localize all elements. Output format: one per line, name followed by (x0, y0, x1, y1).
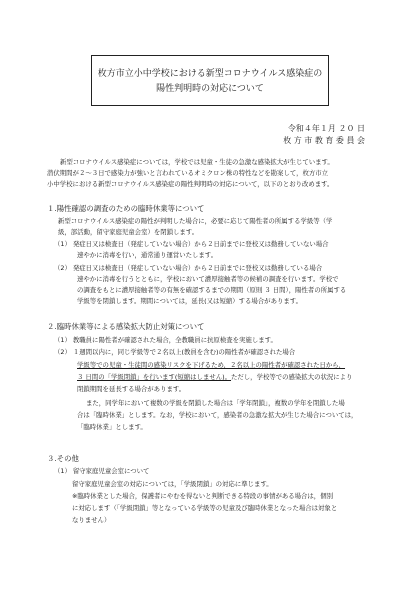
s3-line-3: ※臨時休業とした場合，保護者にやむを得ないと判断できる特段の事情がある場合は，個別 (72, 492, 333, 500)
intro-line-3: 小中学校における新型コロナウイルス感染症の陽性判明時の対応について，以下のとおり改めます。 (47, 180, 334, 188)
s2-line-4-underlined: ３ 日間の「学級閉鎖」を行います(短縮はしません)。 (77, 373, 232, 381)
intro-line-1: 新型コロナウイルス感染症については，学校では児童・生徒の急激な感染拡大が生じています。 (60, 158, 334, 166)
s2-line-7: 合は「臨時休業」とします。なお，学校において，感染者の急激な拡大が生じた場合については， (77, 411, 358, 419)
title-box (91, 55, 329, 106)
intro-line-2: 潜伏期間が２～３日で感染力が強いと言われているオミクロン株の特性などを勘案して，枚方市立 (47, 169, 329, 177)
s1-line-5: （2） 発症日又は検査日（発症していない場合）から２日前までに登校又は勤務している場合 (54, 264, 323, 272)
s1-line-2: 級，部活動，留守家庭児童会室）を閉鎖します。 (58, 228, 199, 236)
s2-line-4 (77, 373, 352, 382)
s1-line-6: 速やかに消毒を行うとともに，学校において濃厚接触者等の候補の調査を行います。学校で (77, 275, 339, 283)
section-1-heading: １.陽性確認の調査のための臨時休業等について (47, 204, 205, 213)
s2-line-2: （2） １週間以内に，同じ学級等で２名以上(教員を含む)の陽性者が確認された場合 (54, 348, 296, 356)
s1-line-1: 新型コロナウイルス感染症の陽性が判明した場合に，必要に応じて陽性者の所属する学級等（学 (58, 217, 333, 225)
section-2-heading: ２.臨時休業等による感染拡大防止対策について (47, 322, 205, 331)
issuer: 枚 方 市 教 育 委 員 会 (283, 136, 365, 145)
s2-line-4-rest: ただし，学校等での感染拡大の状況により (231, 373, 353, 381)
title-line-1: 枚方市立小中学校における新型コロナウイルス感染症の (97, 69, 323, 79)
s3-line-1: （1） 留守家庭児童会室について (54, 467, 150, 475)
s2-line-5: 閉鎖期間を延長する場合があります。 (77, 385, 186, 393)
section-3-heading: ３.その他 (47, 454, 79, 463)
s2-line-8: 「臨時休業」とします。 (77, 423, 147, 431)
s3-line-5: なりません） (72, 516, 111, 524)
s1-line-8: 学級等を閉鎖します。期間については，延長(又は短縮）する場合があります。 (77, 297, 303, 305)
title-line-2: 陽性判明時の対応について (156, 84, 264, 94)
s1-line-3: （1） 発症日又は検査日（発症していない場合）から２日前までに登校又は勤務していない場合 (54, 240, 329, 248)
s1-line-7: の調査をもとに濃厚接触者等の有無を確認するまでの期間（原則 ３ 日間），陽性者の所属する (77, 286, 347, 294)
s2-line-3: 学級等での児童・生徒間の感染リスクを下げるため，２名以上の陽性者が確認された日から， (77, 361, 346, 369)
s2-line-1: （1） 教職員に陽性者が確認された場合，全教職員に抗原検査を実施します。 (54, 336, 277, 344)
date: 令和４年１月 ２０ 日 (287, 124, 365, 133)
s2-line-6: また，同学年において複数の学級を閉鎖した場合は「学年閉鎖」，複数の学年を閉鎖した場 (86, 399, 345, 407)
s3-line-2: 留守家庭児童会室の対応については，「学級閉鎖」の対応に準じます。 (72, 480, 273, 488)
s1-line-4: 速やかに消毒を行い，通常通り運営いたします。 (77, 251, 218, 259)
s3-line-4: に対応します（「学級閉鎖」等となっている学級等の児童及び臨時休業となった場合は対象と (72, 504, 338, 512)
